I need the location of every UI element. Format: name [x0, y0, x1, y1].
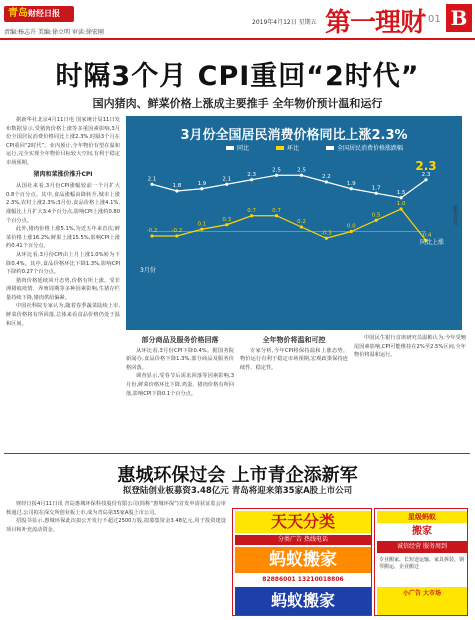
data-label: 2.3 [247, 171, 257, 178]
data-point [399, 207, 402, 210]
legend-swatch [226, 146, 234, 150]
classified-ads [232, 508, 468, 616]
paragraph: 此外,猪肉价格上涨5.1%,为近五年来首次;鲜菜价格上涨16.2%;鲜果上涨15.5%,影响CPI上涨约0.41个百分点。 [6, 226, 120, 250]
subhead: 猪肉和菜涨价推升CPI [33, 170, 93, 178]
left-column [6, 116, 120, 446]
data-point [275, 174, 278, 177]
legend-label: 同比 [237, 145, 250, 152]
data-label: 0.2 [297, 219, 306, 225]
ad-block-left [232, 508, 372, 616]
page-header [0, 0, 475, 40]
data-label: 0.7 [247, 207, 257, 214]
data-label: 0.0 [346, 223, 356, 230]
data-point [175, 234, 178, 237]
page-number: 01 [428, 14, 441, 25]
data-label: 1.0 [396, 201, 406, 207]
data-label: 0.3 [222, 216, 232, 223]
data-label: 2.1 [147, 176, 157, 183]
ad-caption: 诚信经营 服务周到 [377, 541, 467, 553]
ad-phone: 82886001 13210018806 [235, 575, 371, 585]
data-point [350, 187, 353, 190]
paragraph: 中国民生银行首席研究员温彬认为,今年受翘尾因素影响,CPI可能维持在2%至2.5%区间,全年物价将温和运行。 [354, 335, 466, 359]
paragraph: 财经日报4月11日讯 青岛惠城环保科技股份有限公司(简称“惠城环保”)首发申请获证监会审核通过,公司拟在深交所创业板上市,成为青岛第35家A股上市公司。 [6, 501, 226, 516]
data-label: 1.8 [172, 183, 182, 189]
paragraph: 中国社科院专家认为,随着春季蔬菜陆续上市,鲜菜价格将有所回落,总体来看食品价格仍处于温和区间。 [6, 303, 120, 327]
legend-swatch [276, 146, 284, 150]
data-point [250, 214, 253, 217]
credits: 责编:杨志升 美编:徐立明 审读:徐宏刚 [4, 29, 104, 36]
second-subheadline: 拟登陆创业板募资3.48亿元 青岛将迎来第35家A股上市公司 [122, 486, 353, 496]
chart-title: 3月份全国居民消费价格同比上涨2.3% [180, 128, 408, 143]
data-point [375, 219, 378, 222]
data-point [225, 223, 228, 226]
data-point [399, 196, 402, 199]
data-label: 2.5 [272, 167, 281, 174]
ad-moving-company-2: 蚂蚁搬家 [235, 587, 371, 615]
data-label: -0.2 [171, 228, 183, 234]
data-point [250, 178, 253, 181]
paragraph: 从环比看,3月份CPI由上月上涨1.0%转为下降0.4%。其中,食品价格环比下降1.3%,影响CPI下降约0.27个百分点。 [6, 251, 120, 276]
data-label: 2.1 [222, 176, 232, 183]
data-point [300, 174, 303, 177]
data-point [175, 189, 178, 192]
data-point [300, 225, 303, 228]
data-label: 1.7 [371, 185, 381, 192]
ad-block-right [374, 508, 468, 616]
series-line-环比 [152, 209, 426, 241]
data-point [375, 192, 378, 195]
section-brand: 第一理财 [325, 8, 426, 38]
chart-svg [126, 116, 462, 330]
data-point [150, 234, 153, 237]
highlight-value: 2.3 [415, 158, 437, 173]
data-point [200, 228, 203, 231]
data-point [350, 230, 353, 233]
paragraph: 据新华社北京4月11日电 国家统计局11日发布数据显示,受猪肉价格上涨等多重因素影响,3月份全国居民消费价格同比上涨2.3%,时隔3个月在CPI重回“2时代”。业内预计,全年物价有望在温和运行,完全实现全年物价目标较大空间,有利于稳定市场预期。 [6, 117, 120, 166]
data-point [325, 180, 328, 183]
second-headline: 惠城环保过会 上市青企添新军 [117, 465, 358, 486]
subhead: 全年物价将温和可控 [262, 336, 326, 344]
ad-footer: 小广告 大市场 [377, 587, 467, 615]
paragraph: 专家分析,今年CPI将保持温和上涨态势。物价运行有利于稳定市场预期,宏观政策保持连续性、稳定性。 [240, 347, 348, 371]
logo-accent: 财经日报 [28, 9, 60, 18]
ad-text: 专业搬家、长短途运输、家具拆装、钢琴搬运、企业搬迁 [377, 555, 467, 585]
data-label: 1.9 [346, 180, 356, 187]
data-label: 2.3 [421, 171, 431, 178]
data-label: 1.5 [396, 189, 406, 196]
cpi-chart [126, 116, 462, 330]
data-label: 2.2 [321, 174, 331, 180]
ad-moving-company: 蚂蚁搬家 [235, 547, 371, 573]
legend-swatch [326, 146, 334, 150]
data-point [200, 187, 203, 190]
data-label: 1.9 [197, 180, 207, 187]
mid-column-1 [126, 334, 234, 452]
data-label: -0.2 [146, 228, 158, 234]
legend-label: 全国居民消费价格涨跌幅 [337, 145, 404, 152]
data-point [150, 183, 153, 186]
mid-column-3 [354, 334, 466, 452]
data-point [225, 183, 228, 186]
data-label: 0.1 [197, 221, 207, 228]
section-letter: B [446, 4, 472, 32]
paragraph: 从环比看,3月份CPI下降0.4%。据国务院新闻办,食品价格下降1.3%,部分商品及服务价格回落。 [126, 347, 234, 371]
subhead: 部分商品及服务价格回落 [141, 336, 219, 344]
data-label: 0.7 [272, 207, 281, 214]
data-point [325, 237, 328, 240]
issue-date: 2019年4月12日 星期五 [252, 19, 317, 26]
left-label: 3月份 [140, 267, 156, 274]
data-point [424, 178, 427, 181]
ad-heading: 搬家 [377, 525, 467, 539]
header-rule [0, 38, 475, 40]
mid-column-2 [240, 334, 348, 452]
main-subheadline: 国内猪肉、鲜菜价格上涨成主要推手 全年物价预计温和运行 [92, 97, 383, 110]
right-label: 同比上涨 [419, 239, 444, 246]
second-article-body [6, 500, 226, 616]
legend-label: 环比 [287, 145, 300, 152]
main-headline: 时隔3个月 CPI重回“2时代” [55, 61, 420, 92]
ad-caption: 分类广告 热线电话 [235, 535, 371, 545]
data-label: -0.3 [320, 230, 332, 237]
data-label: -0.4 [420, 232, 432, 239]
data-label: 0.5 [371, 212, 381, 219]
ad-title: 星级蚂蚁 [377, 511, 467, 523]
newspaper-logo [4, 6, 74, 22]
ad-title: 天天分类 [235, 511, 371, 533]
data-point [275, 214, 278, 217]
data-label: 2.5 [297, 167, 306, 174]
paragraph: 招股书显示,惠城环保此次拟公开发行不超过2500万股,拟募集资金3.48亿元,用于投资建设项目和补充流动资金。 [6, 518, 226, 533]
chart-credit: 新华社发 [452, 205, 458, 225]
paragraph: 从国社来看,3月份CPI涨幅较前一个月扩大0.8个百分点。其中,食品涨幅由降转升,城市上涨2.3%,农村上涨2.3%;3月份,食品价格上涨4.1%,涨幅比上月扩大3.4个百分点,影响CPI上涨约0.80个百分点。 [6, 183, 120, 224]
paragraph: 调查显示,受春节后需求回落等因素影响,3月份,鲜菜价格环比下降,鸡蛋、猪肉价格有所回落,影响CPI下降0.1个百分点。 [126, 373, 234, 397]
logo-main: 青岛 [8, 8, 28, 19]
series-line-同比 [152, 175, 426, 198]
paragraph: 猪肉价格延续回升态势,价格有所上涨。受非洲猪瘟疫情、养殖周期等多种因素影响,生猪存栏量持续下降,猪肉供给偏紧。 [6, 277, 120, 301]
article-separator [4, 453, 470, 454]
